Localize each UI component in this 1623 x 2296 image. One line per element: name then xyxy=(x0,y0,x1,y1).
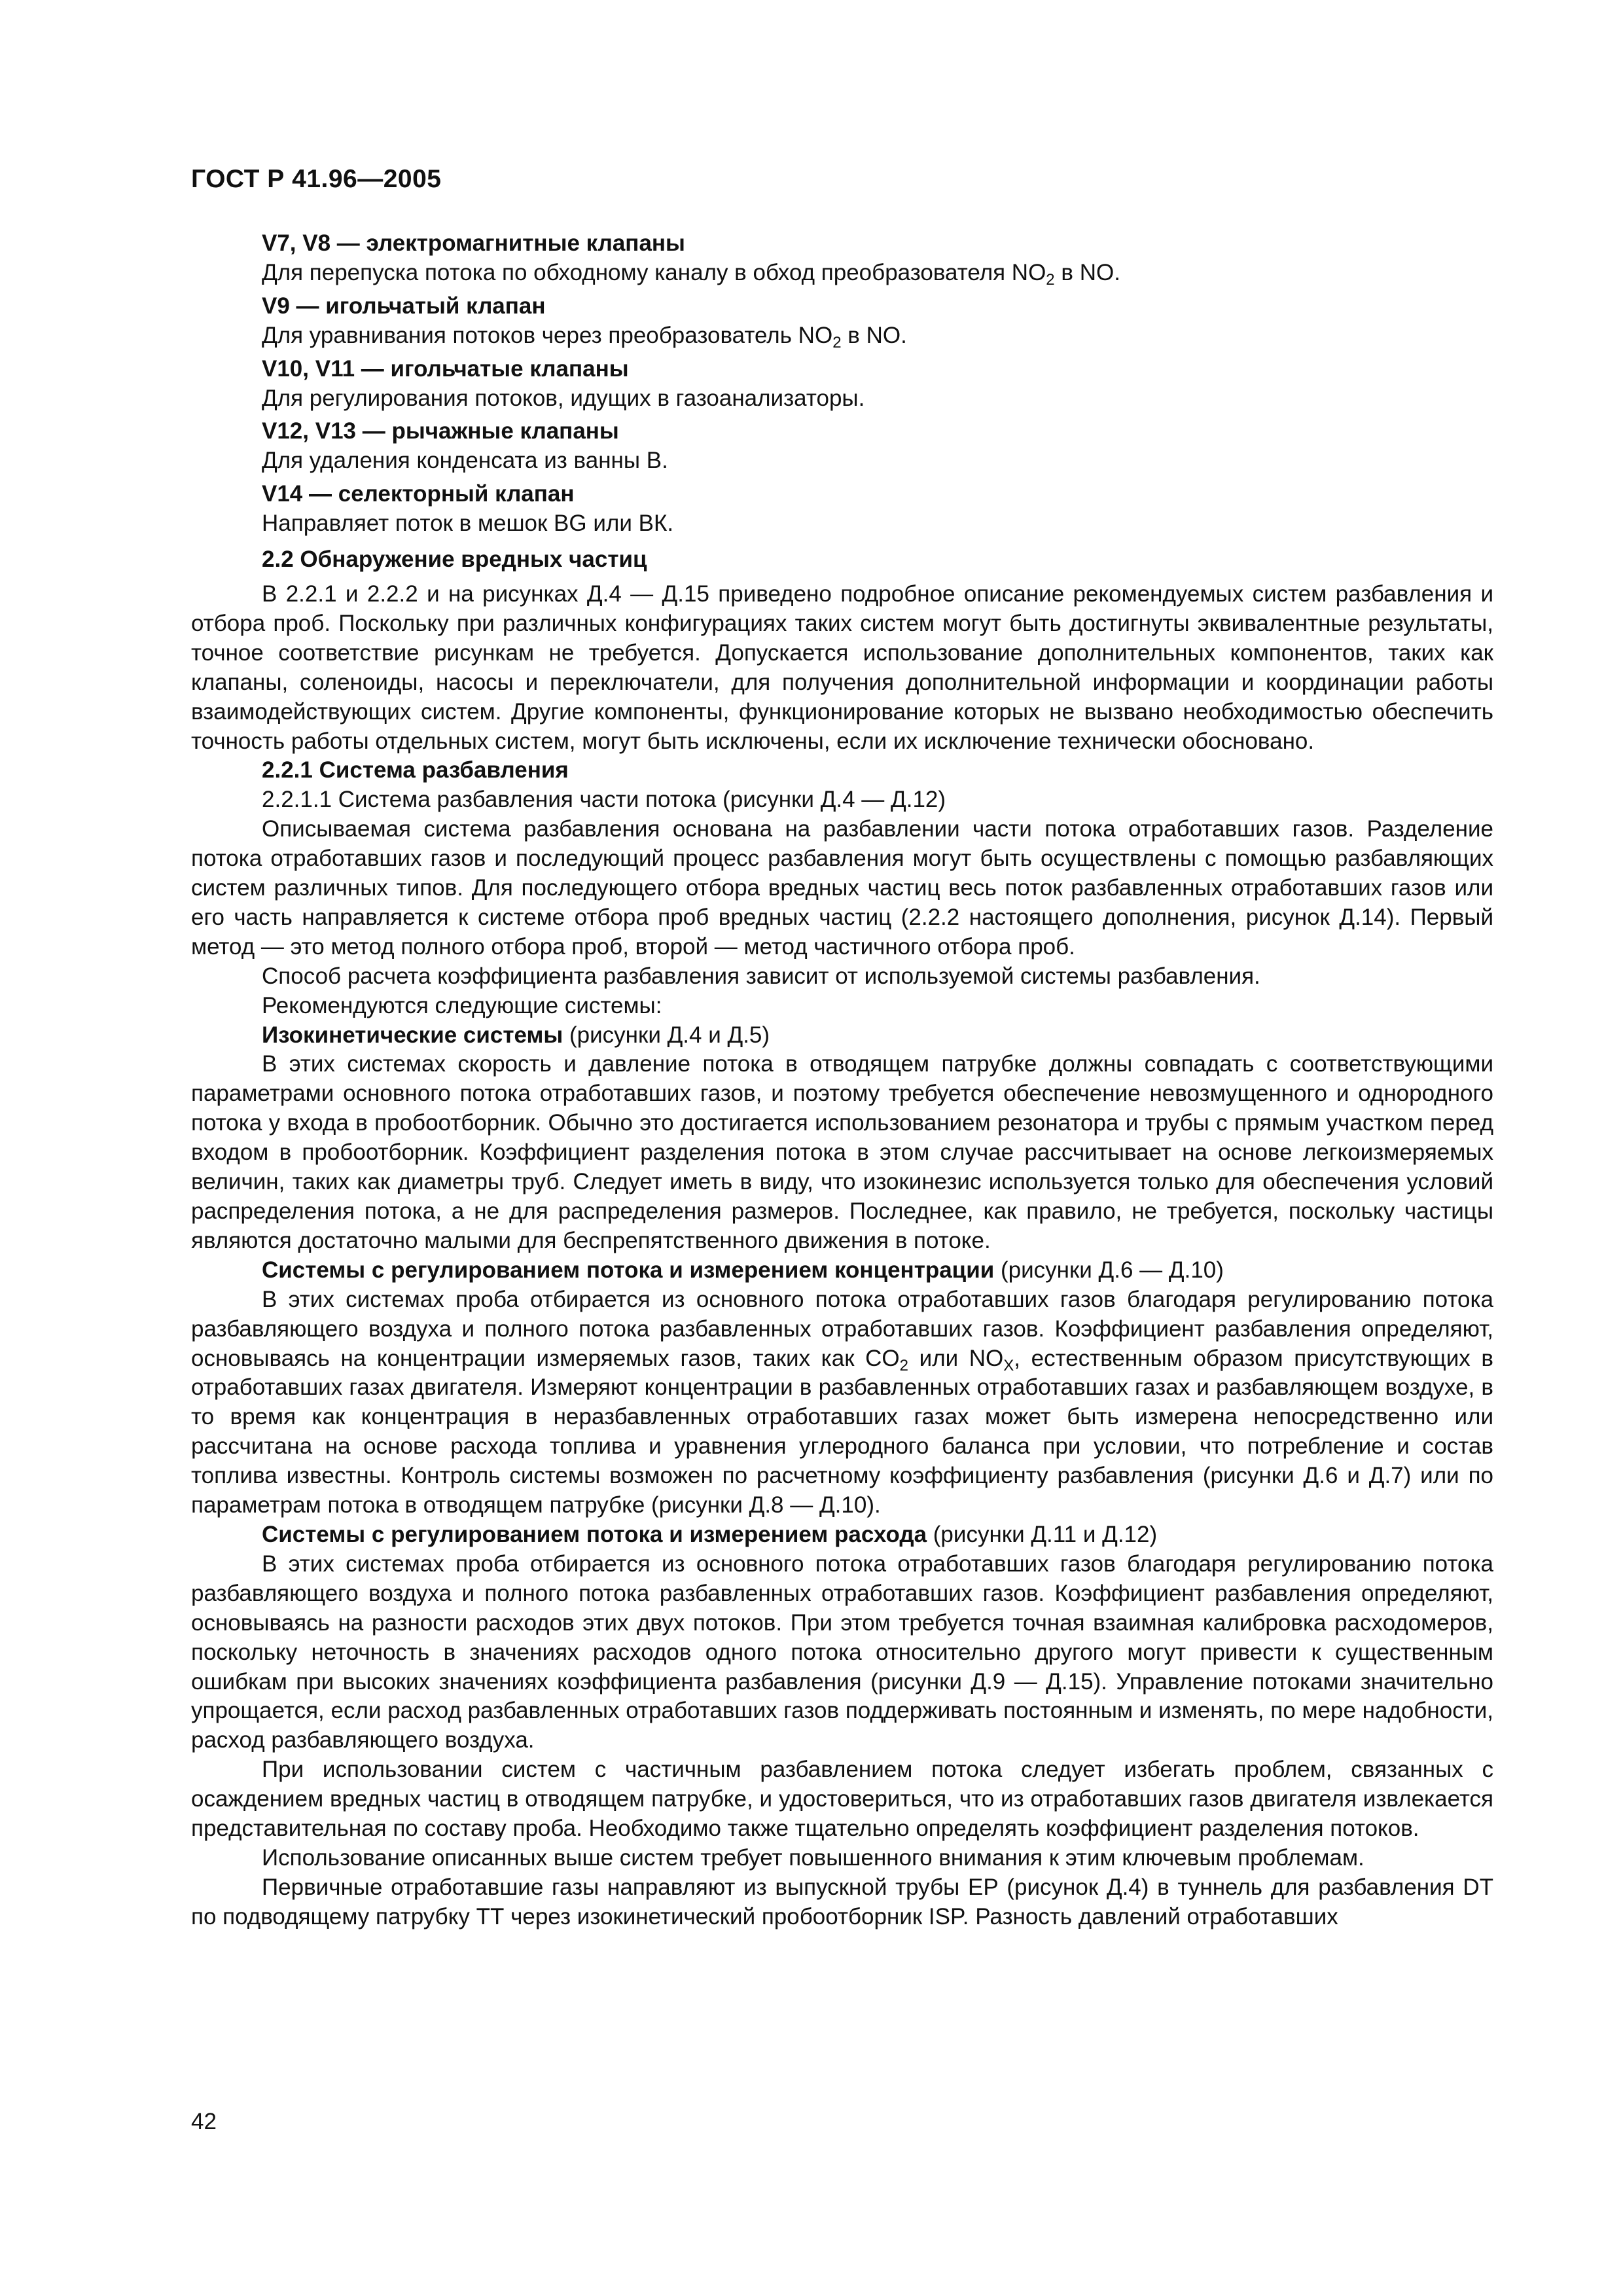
page-number: 42 xyxy=(191,2109,217,2134)
valve-heading: V12, V13 — рычажные клапаны xyxy=(262,418,619,444)
paragraph: В этих системах скорость и давление потока в отводящем патрубке должны совпадать с соответствующими параметрами основного потока отработавших газов, и поэтому требуется обеспечение невозмущенного и однородного потока у входа в пробоотборник. Обычно это достигается использованием резонатора и трубы с прямым участком перед входом в пробоотборник. Коэффициент разделения потока в этом случае рассчитывает на основе легкоизмеряемых величин, таких как диаметры труб. Следует иметь в виду, что изокинезис используется только для обеспечения условий распределения потока, а не для распределения размеров. Последнее, как правило, не требуется, поскольку частицы являются достаточно малыми для беспрепятственного движения в потоке. xyxy=(191,1051,1493,1253)
document-header: ГОСТ Р 41.96—2005 xyxy=(191,165,442,193)
valve-description: Для удаления конденсата из ванны В. xyxy=(262,448,668,474)
subsection-heading: 2.2.1 Система разбавления xyxy=(262,757,569,783)
valve-heading: V9 — игольчатый клапан xyxy=(262,293,546,319)
paragraph: Использование описанных выше систем требует повышенного внимания к этим ключевым проблемам. xyxy=(262,1844,1364,1871)
valve-heading: V14 — селекторный клапан xyxy=(262,481,575,507)
valve-description: Для регулирования потоков, идущих в газоанализаторы. xyxy=(262,385,865,411)
valve-heading: V7, V8 — электромагнитные клапаны xyxy=(262,230,685,256)
paragraph: В этих системах проба отбирается из основного потока отработавших газов благодаря регулированию потока разбавляющего воздуха и полного потока разбавленных отработавших газов. Коэффициент разбавления определяют, основываясь на концентрации измеряемых газов, таких как $CO_2$ или $NO_X$, естественным образом присутствующих в отработавших газах двигателя. Измеряют концентрации в разбавленных отработавших газах и разбавляющем воздухе, в то время как концентрация в неразбавленных отработавших газах может быть измерена непосредственно или рассчитана на основе расхода топлива и уравнения углеродного баланса при условии, что потребление и состав топлива известны. Контроль системы возможен по расчетному коэффициенту разбавления (рисунки Д.6 и Д.7) или по параметрам потока в отводящем патрубке (рисунки Д.8 — Д.10). xyxy=(191,1286,1493,1518)
clause-heading: 2.2.1.1 Система разбавления части потока (рисунки Д.4 — Д.12) xyxy=(262,787,946,813)
paragraph: Описываемая система разбавления основана на разбавлении части потока отработавших газов. Разделение потока отработавших газов и последующий процесс разбавления могут быть осуществлены с помощью разбавляющих систем различных типов. Для последующего отбора вредных частиц весь поток разбавленных отработавших газов или его часть направляется к системе отбора проб вредных частиц (2.2.2 настоящего дополнения, рисунок Д.14). Первый метод — это метод полного отбора проб, второй — метод частичного отбора проб. xyxy=(191,816,1493,960)
system-type-heading: Изокинетические системы (рисунки Д.4 и Д.5) xyxy=(262,1022,770,1048)
system-type-heading: Системы с регулированием потока и измерением расхода (рисунки Д.11 и Д.12) xyxy=(262,1521,1158,1547)
paragraph: Первичные отработавшие газы направляют из выпускной трубы ЕР (рисунок Д.4) в туннель для разбавления DT по подводящему патрубку ТТ через изокинетический пробоотборник ISP. Разность давлений отработавших xyxy=(191,1874,1493,1929)
paragraph: Способ расчета коэффициента разбавления зависит от используемой системы разбавления. xyxy=(262,963,1260,989)
valve-heading: V10, V11 — игольчатые клапаны xyxy=(262,355,629,382)
valve-description: Для уравнивания потоков через преобразователь $NO_2$ в NO. xyxy=(262,322,907,351)
paragraph: В этих системах проба отбирается из основного потока отработавших газов благодаря регулированию потока разбавляющего воздуха и полного потока разбавленных отработавших газов. Коэффициент разбавления определяют, основываясь на разности расходов этих двух потоков. При этом требуется точная взаимная калибровка расходомеров, поскольку неточность в значениях расходов одного потока относительно другого могут привести к существенным ошибкам при высоких значениях коэффициента разбавления (рисунки Д.9 — Д.15). Управление потоками значительно упрощается, если расход разбавленных отработавших газов поддерживать постоянным и изменять, по мере надобности, расход разбавляющего воздуха. xyxy=(191,1551,1493,1753)
paragraph: Рекомендуются следующие системы: xyxy=(262,992,662,1018)
paragraph: При использовании систем с частичным разбавлением потока следует избегать проблем, связанных с осаждением вредных частиц в отводящем патрубке, и удостовериться, что из отработавших газов двигателя извлекается представительная по составу проба. Необходимо также тщательно определять коэффициент разделения потоков. xyxy=(191,1757,1493,1842)
system-type-heading: Системы с регулированием потока и измерением концентрации (рисунки Д.6 — Д.10) xyxy=(262,1257,1224,1283)
valve-description: Для перепуска потока по обходному каналу в обход преобразователя $NO_2$ в NO. xyxy=(262,259,1120,289)
document-body xyxy=(191,229,1493,1932)
paragraph: В 2.2.1 и 2.2.2 и на рисунках Д.4 — Д.15 приведено подробное описание рекомендуемых систем разбавления и отбора проб. Поскольку при различных конфигурациях таких систем могут быть достигнуты эквивалентные результаты, точное соответствие рисункам не требуется. Допускается использование дополнительных компонентов, таких как клапаны, соленоиды, насосы и переключатели, для получения дополнительной информации и координации работы взаимодействующих систем. Другие компоненты, функционирование которых не вызвано необходимостью обеспечить точность работы отдельных систем, могут быть исключены, если их исключение технически обосновано. xyxy=(191,581,1493,754)
valve-description: Направляет поток в мешок BG или ВК. xyxy=(262,511,674,537)
section-heading: 2.2 Обнаружение вредных частиц xyxy=(262,547,647,573)
